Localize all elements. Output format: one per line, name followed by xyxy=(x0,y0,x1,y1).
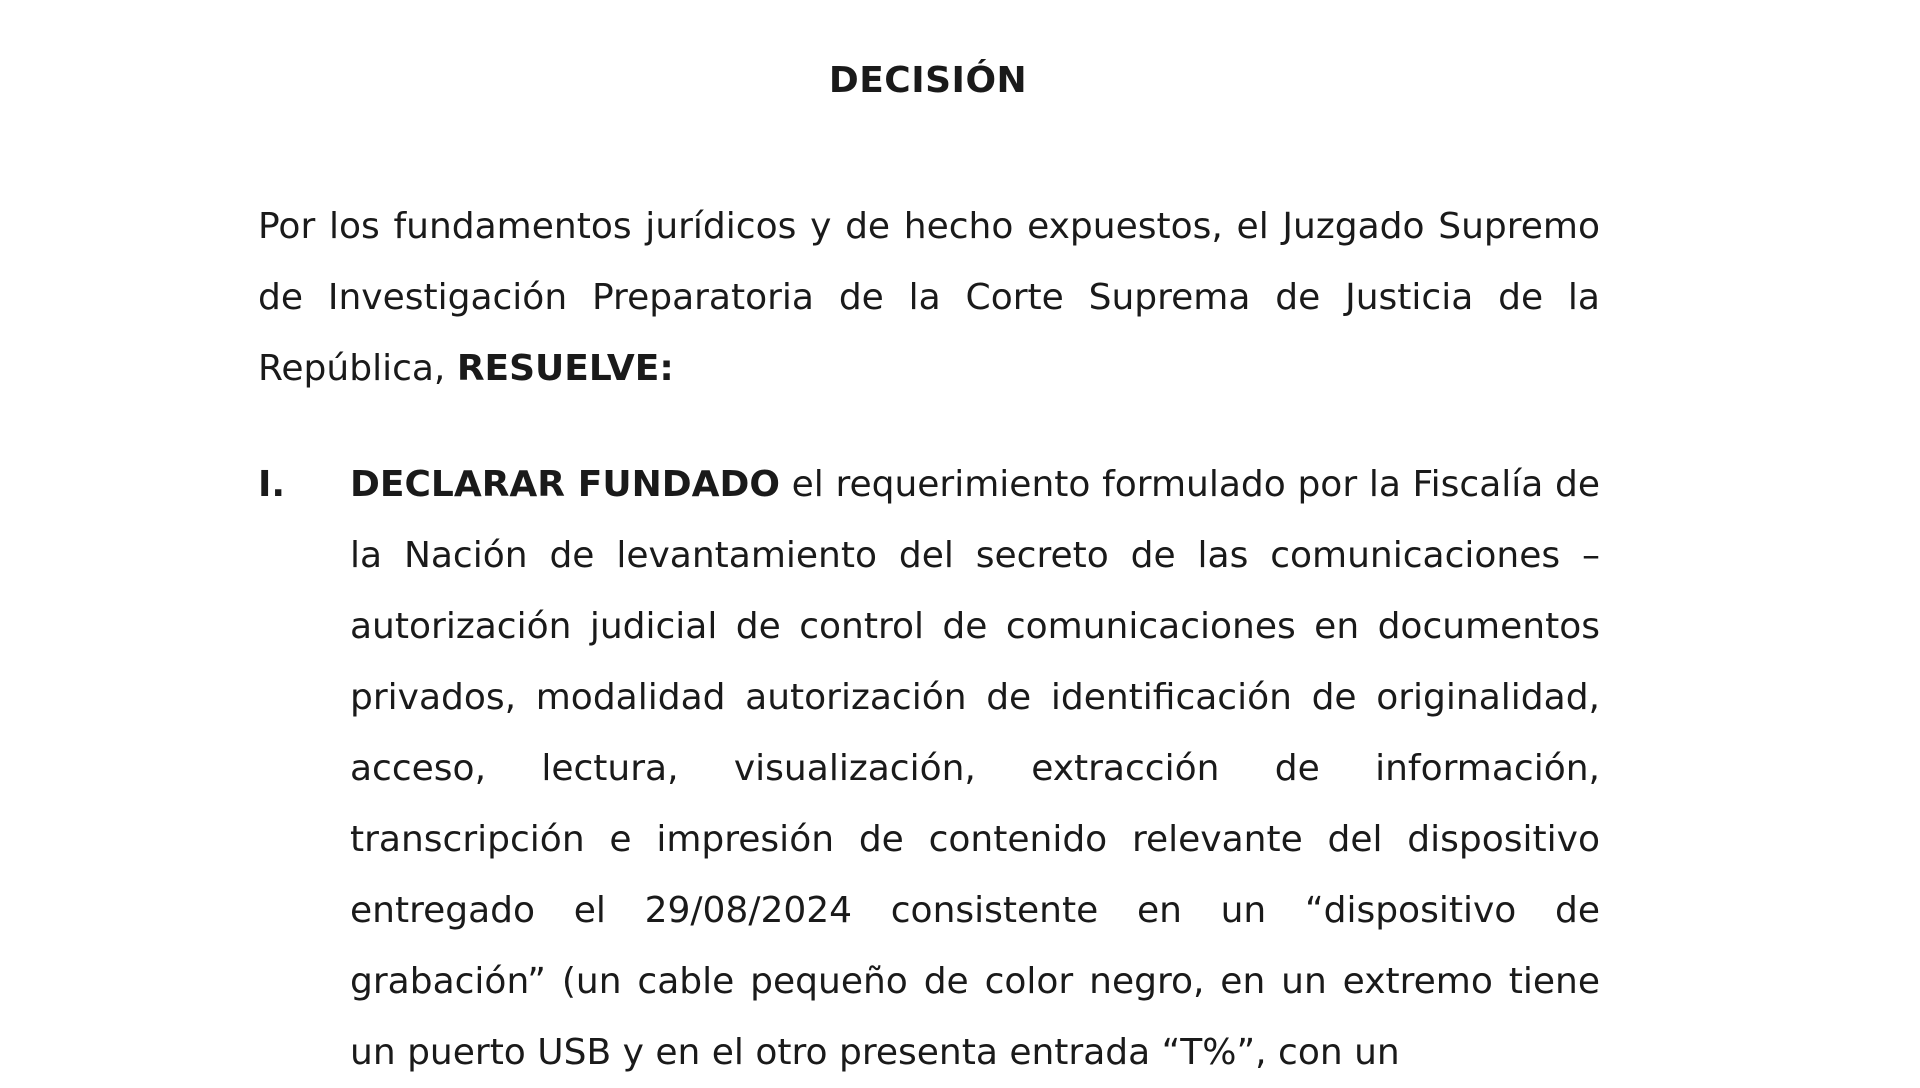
item-number: I. xyxy=(258,464,286,505)
intro-bold-resolve: RESUELVE: xyxy=(456,348,674,389)
intro-text: Por los fundamentos jurídicos y de hecho expuestos, el Juzgado Supremo de Investigación Preparatoria de la Corte Suprema de Justicia de la República, xyxy=(258,206,1600,389)
item-bold-lead: DECLARAR FUNDADO xyxy=(350,464,780,505)
intro-paragraph xyxy=(258,191,1600,404)
item-body xyxy=(350,449,1600,1088)
item-text: el requerimiento formulado por la Fiscalía de la Nación de levantamiento del secreto de las comunicaciones – autorización judicial de control de comunicaciones en documentos privados, modalidad autorización de identificación de originalidad, acceso, lectura, visualización, extracción de información, transcripción e impresión de contenido relevante del dispositivo entregado el 29/08/2024 consistente en un “dispositivo de grabación” (un cable pequeño de color negro, en un extremo tiene un puerto USB y en el otro presenta entrada “T%”, con un xyxy=(350,464,1600,1073)
document-heading: DECISIÓN xyxy=(828,60,1028,101)
